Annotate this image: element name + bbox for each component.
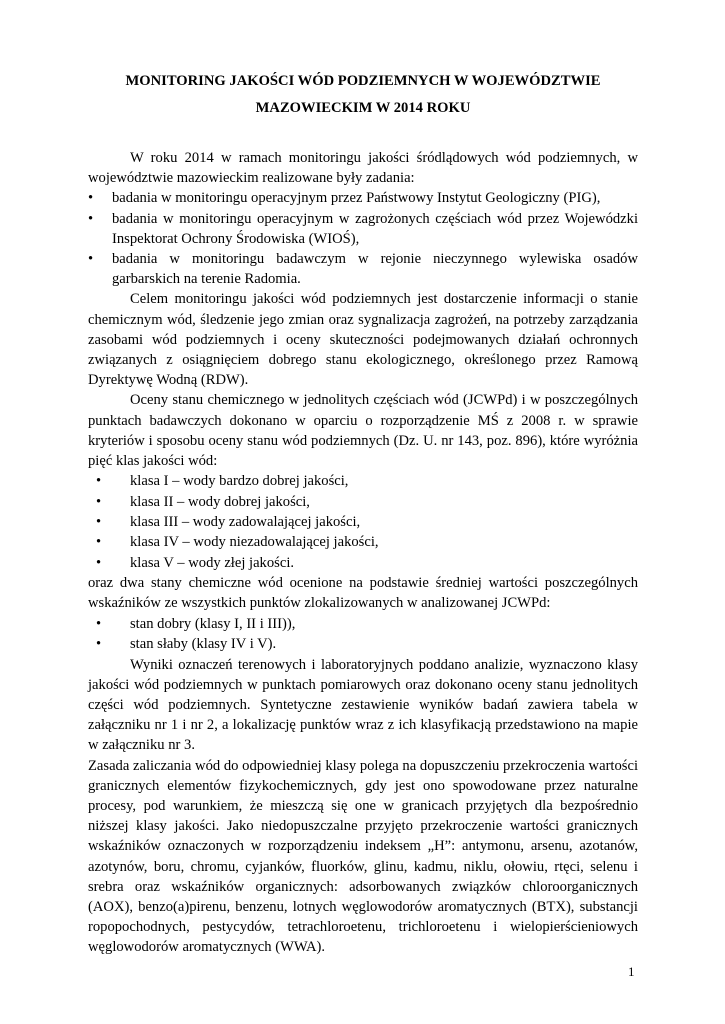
results-paragraph: Wyniki oznaczeń terenowych i laboratoryjnych poddano analizie, wyznaczono klasy jakości wód podziemnych w punktach pomiarowych oraz dokonano oceny stanu jednolitych części wód podziemnych. Syntetyczne zestawienie wyników badań zawiera tabela w załączniku nr 1 i nr 2, a lokalizację punktów wraz z ich klasyfikacją przedstawiono na mapie w załączniku nr 3. <box>88 656 638 754</box>
list-item: • badania w monitoringu operacyjnym przez Państwowy Instytut Geologiczny (PIG), <box>88 188 638 208</box>
classes-list <box>88 471 638 573</box>
list-item: • stan dobry (klasy I, II i III)), <box>88 614 638 634</box>
list-item: • klasa IV – wody niezadowalającej jakości, <box>88 532 638 552</box>
rule-paragraph: Zasada zaliczania wód do odpowiedniej klasy polega na dopuszczeniu przekroczenia wartości granicznych elementów fizykochemicznych, gdy jest ono spowodowane przez naturalne procesy, pod warunkiem, że mieszczą się one w granicach przyjętych dla bezpośrednio niższej klasy jakości. Jako niedopuszczalne przyjęto przekroczenie wartości granicznych wskaźników oznaczonych w rozporządzeniu indeksem „H”: antymonu, arsenu, azotanów, azotynów, boru, chromu, cyjanków, fluorków, glinu, kadmu, niklu, ołowiu, rtęci, selenu i srebra oraz wskaźników organicznych: adsorbowanych związków chloroorganicznych (AOX), benzo(a)pirenu, benzenu, lotnych węglowodorów aromatycznych (BTX), substancji ropopochodnych, pestycydów, tetrachloroetenu, trichloroetenu i wielopierścieniowych węglowodorów aromatycznych (WWA). <box>88 757 638 956</box>
list-item: • klasa I – wody bardzo dobrej jakości, <box>88 471 638 491</box>
list-item: • klasa II – wody dobrej jakości, <box>88 492 638 512</box>
list-item: • stan słaby (klasy IV i V). <box>88 634 638 654</box>
list-item: • klasa V – wody złej jakości. <box>88 553 638 573</box>
list-item: • klasa III – wody zadowalającej jakości, <box>88 512 638 532</box>
purpose-paragraph: Celem monitoringu jakości wód podziemnych jest dostarczenie informacji o stanie chemicznym wód, śledzenie jego zmian oraz sygnalizacja zagrożeń, na potrzeby zarządzania zasobami wód podziemnych i oceny skuteczności podejmowanych działań ochronnych związanych z osiągnięciem dobrego stanu ekologicznego, określonego przez Ramową Dyrektywę Wodną (RDW). <box>88 291 638 389</box>
page-number: 1 <box>628 964 635 979</box>
list-item: • badania w monitoringu badawczym w rejonie nieczynnego wylewiska osadów garbarskich na terenie Radomia. <box>88 249 638 289</box>
title-line-2: MAZOWIECKIM W 2014 ROKU <box>255 100 471 116</box>
intro-paragraph: W roku 2014 w ramach monitoringu jakości śródlądowych wód podziemnych, w województwie mazowieckim realizowane były zadania: <box>88 150 638 187</box>
page-title <box>88 68 638 122</box>
list-item: • badania w monitoringu operacyjnym w zagrożonych częściach wód przez Wojewódzki Inspektorat Ochrony Środowiska (WIOŚ), <box>88 209 638 249</box>
tasks-list <box>88 188 638 289</box>
assessment-paragraph: Oceny stanu chemicznego w jednolitych częściach wód (JCWPd) i w poszczególnych punktach badawczych dokonano w oparciu o rozporządzenie MŚ z 2008 r. w sprawie kryteriów i sposobu oceny stanu wód podziemnych (Dz. U. nr 143, poz. 896), które wyróżnia pięć klas jakości wód: <box>88 392 638 470</box>
title-line-1: MONITORING JAKOŚCI WÓD PODZIEMNYCH W WOJEWÓDZTWIE <box>125 73 601 89</box>
states-list <box>88 614 638 655</box>
states-intro-paragraph: oraz dwa stany chemiczne wód ocenione na podstawie średniej wartości poszczególnych wskaźników ze wszystkich punktów zlokalizowanych w analizowanej JCWPd: <box>88 575 638 612</box>
document-page <box>88 68 638 958</box>
